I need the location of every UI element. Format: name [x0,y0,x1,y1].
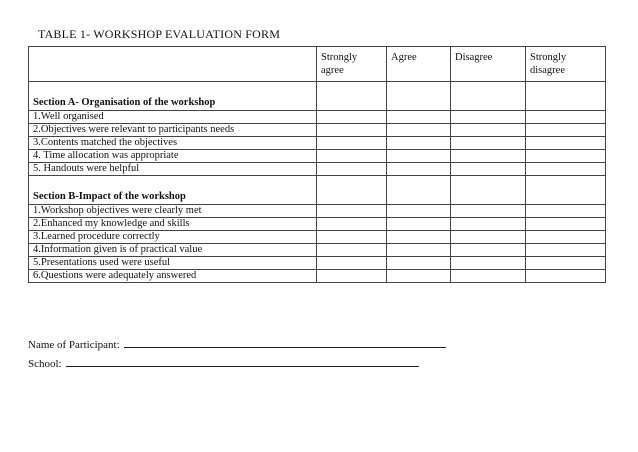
rating-cell[interactable] [451,137,526,150]
column-strongly-agree-line2: agree [321,65,344,76]
rating-cell[interactable] [317,111,387,124]
table-row [29,150,606,163]
table-row [29,124,606,137]
item-label: 5. Handouts were helpful [29,163,317,176]
rating-cell[interactable] [451,150,526,163]
table-row [29,218,606,231]
rating-cell[interactable] [451,218,526,231]
section-a-heading: Section A- Organisation of the workshop [29,82,317,111]
rating-cell[interactable] [526,218,606,231]
table-row [29,137,606,150]
rating-cell[interactable] [387,218,451,231]
rating-cell[interactable] [451,124,526,137]
item-label: 6.Questions were adequately answered [29,270,317,283]
rating-cell[interactable] [451,111,526,124]
rating-cell[interactable] [526,150,606,163]
rating-cell[interactable] [317,270,387,283]
rating-cell[interactable] [526,205,606,218]
item-label: 4.Information given is of practical value [29,244,317,257]
rating-cell[interactable] [387,124,451,137]
rating-cell[interactable] [526,163,606,176]
rating-cell[interactable] [526,176,606,205]
rating-cell[interactable] [526,231,606,244]
section-b-heading-row [29,176,606,205]
rating-cell[interactable] [387,82,451,111]
participant-name-field[interactable] [124,338,446,348]
rating-cell[interactable] [387,244,451,257]
rating-cell[interactable] [526,124,606,137]
rating-cell[interactable] [526,257,606,270]
table-row [29,231,606,244]
item-label: 3.Learned procedure correctly [29,231,317,244]
participant-name-label: Name of Participant: [28,339,120,351]
rating-cell[interactable] [526,270,606,283]
rating-cell[interactable] [387,270,451,283]
rating-cell[interactable] [387,111,451,124]
table-row [29,205,606,218]
table-row [29,111,606,124]
section-b-heading: Section B-Impact of the workshop [29,176,317,205]
school-label: School: [28,358,62,370]
rating-cell[interactable] [451,205,526,218]
item-label: 3.Contents matched the objectives [29,137,317,150]
item-label: 5.Presentations used were useful [29,257,317,270]
rating-cell[interactable] [451,257,526,270]
rating-cell[interactable] [387,257,451,270]
rating-cell[interactable] [317,124,387,137]
section-a-heading-row [29,82,606,111]
table-row [29,163,606,176]
rating-cell[interactable] [451,270,526,283]
school-field[interactable] [66,357,419,367]
column-agree: Agree [387,47,451,82]
rating-cell[interactable] [451,231,526,244]
column-strongly-disagree-line2: disagree [530,65,565,76]
form-title: TABLE 1- WORKSHOP EVALUATION FORM [38,27,281,41]
evaluation-table [28,46,606,283]
item-label: 2.Enhanced my knowledge and skills [29,218,317,231]
column-strongly-disagree [526,47,606,82]
rating-cell[interactable] [526,137,606,150]
header-blank-cell [29,47,317,82]
rating-cell[interactable] [387,163,451,176]
rating-cell[interactable] [526,82,606,111]
table-row [29,257,606,270]
rating-cell[interactable] [317,176,387,205]
rating-cell[interactable] [317,244,387,257]
table-row [29,270,606,283]
item-label: 2.Objectives were relevant to participants needs [29,124,317,137]
item-label: 1.Well organised [29,111,317,124]
rating-cell[interactable] [526,111,606,124]
rating-cell[interactable] [451,163,526,176]
participant-name-line [28,338,446,351]
rating-cell[interactable] [317,218,387,231]
rating-cell[interactable] [387,150,451,163]
rating-cell[interactable] [317,163,387,176]
header-row [29,47,606,82]
rating-cell[interactable] [451,82,526,111]
column-strongly-disagree-line1: Strongly [530,52,567,63]
item-label: 4. Time allocation was appropriate [29,150,317,163]
rating-cell[interactable] [387,231,451,244]
school-line [28,357,419,370]
rating-cell[interactable] [387,205,451,218]
rating-cell[interactable] [317,205,387,218]
rating-cell[interactable] [451,244,526,257]
rating-cell[interactable] [317,137,387,150]
rating-cell[interactable] [317,231,387,244]
item-label: 1.Workshop objectives were clearly met [29,205,317,218]
rating-cell[interactable] [317,150,387,163]
table-row [29,244,606,257]
column-strongly-agree-line1: Strongly [321,52,358,63]
column-strongly-agree [317,47,387,82]
rating-cell[interactable] [451,176,526,205]
rating-cell[interactable] [317,82,387,111]
rating-cell[interactable] [317,257,387,270]
rating-cell[interactable] [387,176,451,205]
rating-cell[interactable] [387,137,451,150]
rating-cell[interactable] [526,244,606,257]
column-disagree: Disagree [451,47,526,82]
